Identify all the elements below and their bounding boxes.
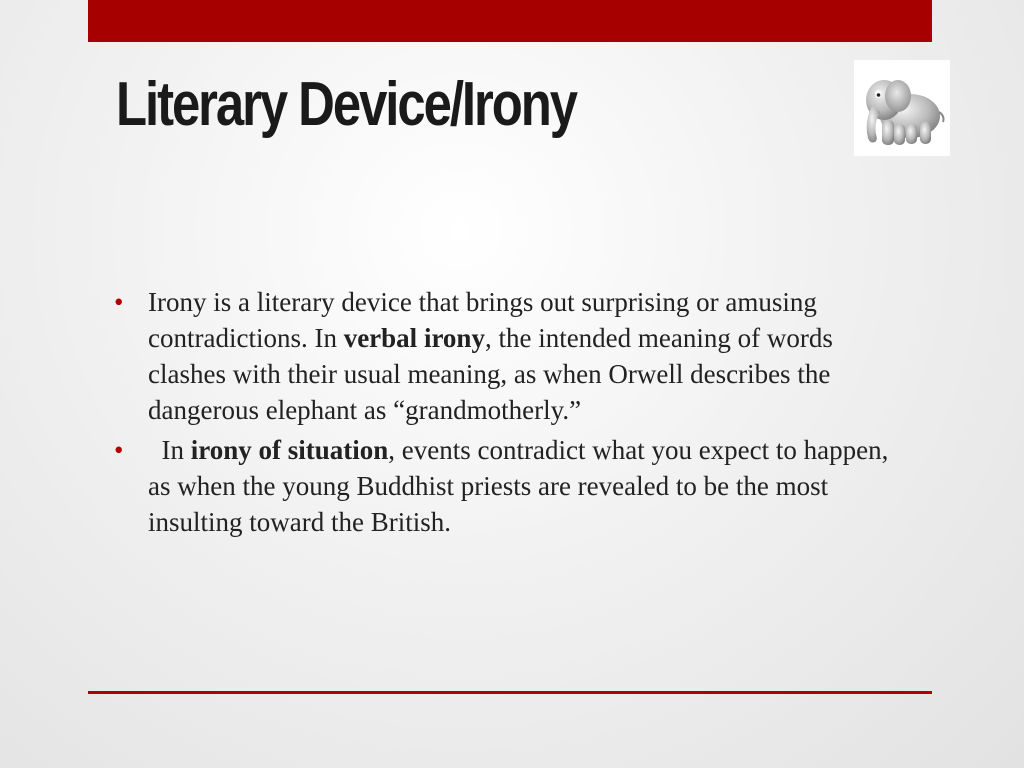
bullet-text <box>148 435 888 537</box>
bottom-accent-rule <box>88 691 932 694</box>
elephant-logo <box>854 60 950 156</box>
bullet-text-part: , events contradict what you expect to happen, as when the young Buddhist priests are revealed to be the most insulting toward the British. <box>148 435 889 537</box>
bullet-item-situational-irony <box>114 432 904 540</box>
bullet-bold-term: irony of situation <box>190 435 389 465</box>
top-accent-bar <box>88 0 932 42</box>
bullet-item-verbal-irony <box>114 284 904 428</box>
bullet-list <box>114 284 904 544</box>
bullet-text-part: , the intended meaning of words clashes with their usual meaning, as when Orwell describes the dangerous elephant as “grandmotherly.” <box>148 323 833 425</box>
bullet-bold-term: verbal irony <box>343 323 485 353</box>
bullet-marker: • <box>114 435 124 465</box>
bullet-marker: • <box>114 287 124 317</box>
slide-title: Literary Device/Irony <box>116 70 576 139</box>
elephant-icon <box>854 60 950 156</box>
bullet-text-part: Irony is a literary device that brings out surprising or amusing contradictions. In <box>148 287 817 353</box>
bullet-text-part: In <box>148 435 191 465</box>
bullet-text <box>148 287 833 425</box>
